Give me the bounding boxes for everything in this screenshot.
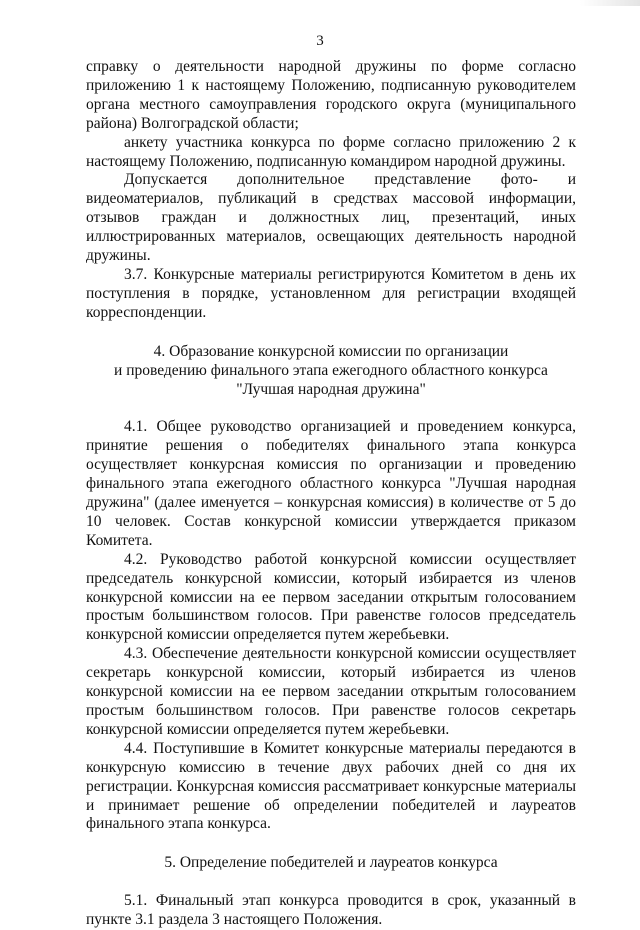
page-number: 3: [316, 33, 324, 49]
document-body: [86, 58, 576, 930]
paragraph: анкету участника конкурса по форме согласно приложению 2 к настоящему Положению, подписанную командиром народной дружины.: [86, 133, 576, 170]
paragraph: 5.1. Финальный этап конкурса проводится в срок, указанный в пункте 3.1 раздела 3 настоящего Положения.: [86, 892, 576, 929]
heading-line: и проведению финального этапа ежегодного областного конкурса: [114, 361, 548, 379]
paragraph: Допускается дополнительное представление фото- и видеоматериалов, публикаций в средствах массовой информации, отзывов граждан и должностных лиц, презентаций, иных иллюстрированных материалов, освещающих деятельность народной дружины.: [86, 171, 576, 265]
heading-line: "Лучшая народная дружина": [236, 380, 426, 398]
paragraph: 4.2. Руководство работой конкурсной комиссии осуществляет председатель конкурсной комиссии, который избирается из членов конкурсной комиссии на ее первом заседании открытым голосованием простым большинством голосов. При равенстве голосов председатель конкурсной комиссии определяется путем жеребьевки.: [86, 550, 576, 644]
paragraph: 4.4. Поступившие в Комитет конкурсные материалы передаются в конкурсную комиссию в течение двух рабочих дней со дня их регистрации. Конкурсная комиссия рассматривает конкурсные материалы и принимает решение об определении победителей и лауреатов финального этапа конкурса.: [86, 739, 576, 833]
section-5-heading: 5. Определение победителей и лауреатов конкурса: [164, 854, 498, 872]
heading-line: 4. Образование конкурсной комиссии по организации: [153, 342, 509, 360]
paragraph: 4.1. Общее руководство организацией и проведением конкурса, принятие решения о победителях финального этапа конкурса осуществляет конкурсная комиссия по организации и проведению финального этапа ежегодного областного конкурса "Лучшая народная дружина" (далее именуется – конкурсная комиссия) в количестве от 5 до 10 человек. Состав конкурсной комиссии утверждается приказом Комитета.: [86, 418, 576, 549]
scan-mark: [580, 0, 640, 6]
paragraph: справку о деятельности народной дружины по форме согласно приложению 1 к настоящему Положению, подписанную руководителем органа местного самоуправления городского округа (муниципального района) Волгоградской области;: [86, 58, 576, 132]
paragraph: 3.7. Конкурсные материалы регистрируются Комитетом в день их поступления в порядке, установленном для регистрации входящей корреспонденции.: [86, 265, 576, 321]
paragraph: 4.3. Обеспечение деятельности конкурсной комиссии осуществляет секретарь конкурсной комиссии, который избирается из членов конкурсной комиссии на ее первом заседании открытым голосованием простым большинством голосов. При равенстве голосов секретарь конкурсной комиссии определяется путем жеребьевки.: [86, 645, 576, 738]
section-4-heading: [86, 343, 576, 400]
